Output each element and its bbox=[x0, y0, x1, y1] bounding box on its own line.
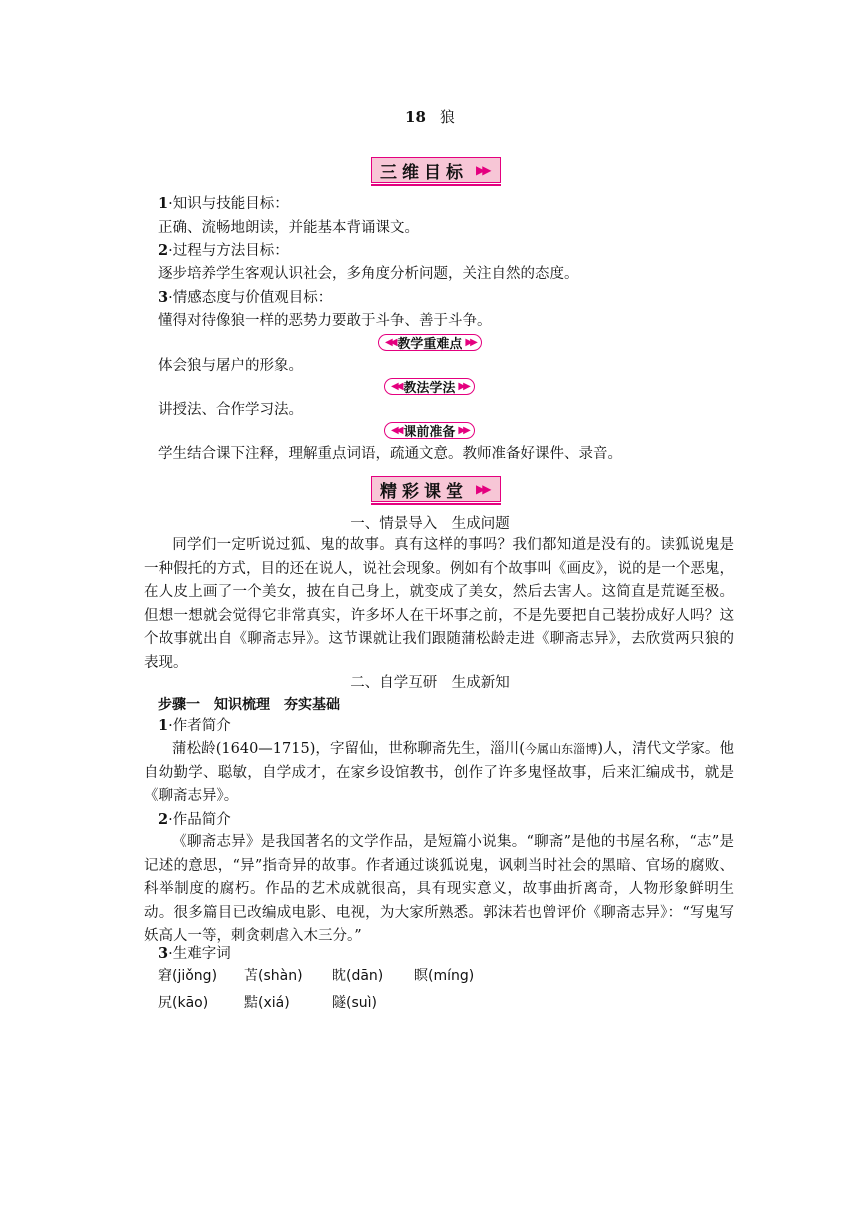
work-heading: 2·作品简介 bbox=[158, 811, 231, 828]
double-left-arrow-icon: ◀◀ bbox=[385, 336, 395, 348]
lesson-number: 18 bbox=[405, 108, 426, 126]
double-arrow-icon: ▶▶ bbox=[476, 482, 489, 496]
lesson-name: 狼 bbox=[439, 108, 455, 126]
intro-paragraph: 同学们一定听说过狐、鬼的故事。真有这样的事吗？我们都知道是没有的。读狐说鬼是一种假托的方式，目的还在说人，说社会现象。例如有个故事叫《画皮》，说的是一个恶鬼，在人皮上画了一个美女，披在自己身上，就变成了美女，然后去害人。这简直是荒诞至极。但想一想就会觉得它非常真实，许多坏人在干坏事之前，不是先要把自己装扮成好人吗？这个故事就出自《聊斋志异》。这节课就让我们跟随蒲松龄走进《聊斋志异》，去欣赏两只狼的表现。 bbox=[144, 537, 734, 671]
goal-2-text: 逐步培养学生客观认识社会，多角度分析问题，关注自然的态度。 bbox=[158, 266, 579, 282]
section-banner-goals bbox=[371, 157, 501, 183]
goal-1-text: 正确、流畅地朗读，并能基本背诵课文。 bbox=[158, 220, 419, 236]
double-left-arrow-icon: ◀◀ bbox=[391, 380, 401, 392]
word-item: 黠(xiá) bbox=[244, 995, 290, 1011]
preparation-text: 学生结合课下注释，理解重点词语，疏通文意。教师准备好课件、录音。 bbox=[158, 446, 622, 462]
goal-3-text: 懂得对待像狼一样的恶势力要敢于斗争、善于斗争。 bbox=[158, 313, 492, 329]
goal-2-heading: 2·过程与方法目标： bbox=[158, 242, 289, 259]
tag-preparation: ◀◀ 课前准备 ▶▶ bbox=[384, 421, 475, 439]
banner-label: 三维目标 bbox=[380, 162, 468, 183]
lesson-title bbox=[0, 106, 860, 127]
word-item: 眈(dān) bbox=[332, 968, 384, 984]
tag-methods: ◀◀ 教法学法 ▶▶ bbox=[384, 377, 475, 395]
section-heading-1: 一、情景导入 生成问题 bbox=[350, 516, 510, 532]
author-paragraph: 蒲松龄(1640—1715)，字留仙，世称聊斋先生，淄川(今属山东淄博)人，清代文学家。他自幼勤学、聪敏，自学成才，在家乡设馆教书，创作了许多鬼怪故事，后来汇编成书，就是《聊斋志异》。 bbox=[144, 741, 734, 804]
goal-1-heading: 1·知识与技能目标： bbox=[158, 195, 289, 212]
work-paragraph: 《聊斋志异》是我国著名的文学作品，是短篇小说集。“聊斋”是他的书屋名称，“志”是记述的意思，“异”指奇异的故事。作者通过谈狐说鬼，讽刺当时社会的黑暗、官场的腐败、科举制度的腐朽。作品的艺术成就很高，具有现实意义，故事曲折离奇，人物形象鲜明生动。很多篇目已改编成电影、电视，为大家所熟悉。郭沫若也曾评价《聊斋志异》：“写鬼写妖高人一等，刺贪刺虐入木三分。” bbox=[144, 834, 734, 944]
banner-label: 精彩课堂 bbox=[380, 481, 468, 502]
section-banner-class bbox=[371, 476, 501, 502]
key-points-text: 体会狼与屠户的形象。 bbox=[158, 358, 303, 374]
methods-text: 讲授法、合作学习法。 bbox=[158, 402, 303, 418]
section-heading-2: 二、自学互研 生成新知 bbox=[350, 675, 510, 691]
author-heading: 1·作者简介 bbox=[158, 717, 231, 734]
word-item: 尻(kāo) bbox=[158, 995, 209, 1011]
goal-3-heading: 3·情感态度与价值观目标： bbox=[158, 289, 333, 306]
word-item: 苫(shàn) bbox=[244, 968, 303, 984]
double-left-arrow-icon: ◀◀ bbox=[391, 424, 401, 436]
word-item: 窘(jiǒng) bbox=[158, 968, 218, 984]
double-arrow-icon: ▶▶ bbox=[476, 163, 489, 177]
word-item: 隧(suì) bbox=[332, 995, 377, 1011]
words-heading: 3·生难字词 bbox=[158, 945, 231, 962]
tag-key-points: ◀◀ 教学重难点 ▶▶ bbox=[378, 333, 482, 351]
step-heading: 步骤一 知识梳理 夯实基础 bbox=[158, 697, 340, 713]
word-item: 瞑(míng) bbox=[414, 968, 475, 984]
